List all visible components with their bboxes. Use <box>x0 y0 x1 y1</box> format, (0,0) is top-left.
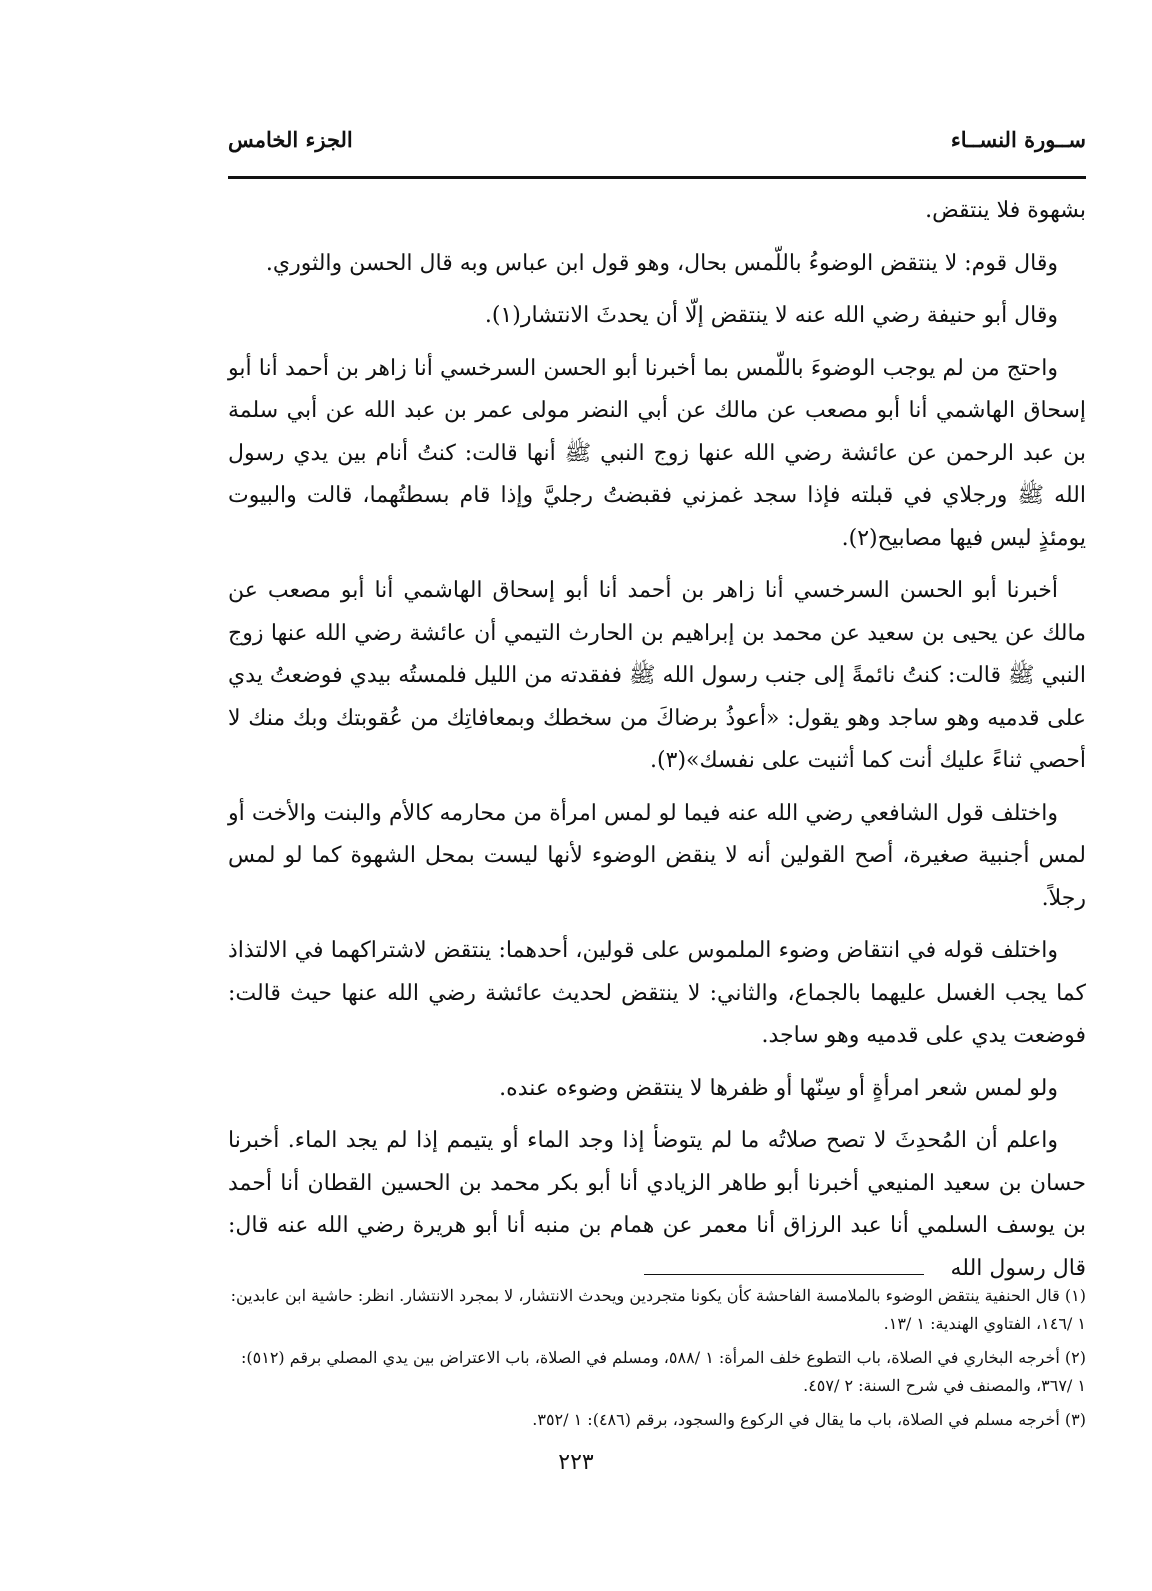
paragraph: واحتج من لم يوجب الوضوءَ باللّمس بما أخبرنا أبو الحسن السرخسي أنا زاهر بن أحمد أنا أبو إسحاق الهاشمي أنا أبو مصعب عن مالك عن أبي النضر مولى عمر بن عبد الله عن أبي سلمة بن عبد الرحمن عن عائشة رضي الله عنها زوج النبي ﷺ أنها قالت: كنتُ أنام بين يدي رسول الله ﷺ ورجلاي في قبلته فإذا سجد غمزني فقبضتُ رجليَّ وإذا قام بسطتُهما، قالت والبيوت يومئذٍ ليس فيها مصابيح(٢). <box>228 355 1086 551</box>
volume-title: الجزء الخامس <box>228 127 353 152</box>
paragraph: واعلم أن المُحدِثَ لا تصح صلاتُه ما لم يتوضأ إذا وجد الماء أو يتيمم إذا لم يجد الماء. أخبرنا حسان بن سعيد المنيعي أخبرنا أبو طاهر الزيادي أنا أبو بكر محمد بن الحسين القطان أنا أحمد بن يوسف السلمي أنا عبد الرزاق أنا معمر عن همام بن منبه أنا أبو هريرة رضي الله عنه قال: قال رسول الله <box>228 1128 1086 1281</box>
paragraph: بشهوة فلا ينتقض. <box>925 198 1086 223</box>
footnote: (١) قال الحنفية ينتقض الوضوء بالملامسة الفاحشة كأن يكونا متجردين ويحدث الانتشار، لا بمجرد الانتشار. انظر: حاشية ابن عابدين: ١ /١٤٦، الفتاوي الهندية: ١ /١٣. <box>230 1286 1086 1333</box>
running-header <box>228 112 1086 152</box>
paragraph: أخبرنا أبو الحسن السرخسي أنا زاهر بن أحمد أنا أبو إسحاق الهاشمي أنا أبو مصعب عن مالك عن يحيى بن سعيد عن محمد بن إبراهيم بن الحارث التيمي أن عائشة رضي الله عنها زوج النبي ﷺ قالت: كنتُ نائمةً إلى جنب رسول الله ﷺ ففقدته من الليل فلمستُه بيدي فوضعتُ يدي على قدميه وهو ساجد وهو يقول: «أعوذُ برضاكَ من سخطك وبمعافاتِك من عُقوبتك وبك منك لا أحصي ثناءً عليك أنت كما أثنيت على نفسك»(٣). <box>228 578 1086 773</box>
header-divider <box>228 176 1086 179</box>
paragraph: وقال قوم: لا ينتقض الوضوءُ باللّمس بحال، وهو قول ابن عباس وبه قال الحسن والثوري. <box>265 250 1058 276</box>
page-number: ٢٢٣ <box>558 1450 594 1475</box>
paragraph: واختلف قوله في انتقاض وضوء الملموس على قولين، أحدهما: ينتقض لاشتراكهما في الالتذاذ كما يجب الغسل عليهما بالجماع، والثاني: لا ينتقض لحديث عائشة رضي الله عنها حيث قالت: فوضعت يدي على قدميه وهو ساجد. <box>228 938 1086 1048</box>
footnote: (٢) أخرجه البخاري في الصلاة، باب التطوع خلف المرأة: ١ /٥٨٨، ومسلم في الصلاة، باب الاعتراض بين يدي المصلي برقم (٥١٢): ١ /٣٦٧، والمصنف في شرح السنة: ٢ /٤٥٧. <box>241 1348 1086 1395</box>
paragraph: ولو لمس شعر امرأةٍ أو سِنّها أو ظفرها لا ينتقض وضوءه عنده. <box>499 1075 1058 1101</box>
main-text <box>228 190 1086 1300</box>
footnote-divider <box>644 1274 924 1275</box>
surah-title: ســورة النســاء <box>950 127 1086 152</box>
paragraph: واختلف قول الشافعي رضي الله عنه فيما لو لمس امرأة من محارمه كالأم والبنت والأخت أو لمس أجنبية صغيرة، أصح القولين أنه لا ينقض الوضوء لأنها ليست بمحل الشهوة كما لو لمس رجلاً. <box>228 800 1086 911</box>
paragraph: وقال أبو حنيفة رضي الله عنه لا ينتقض إلّا أن يحدثَ الانتشار(١). <box>484 303 1058 328</box>
footnotes <box>228 1282 1086 1440</box>
footnote: (٣) أخرجه مسلم في الصلاة، باب ما يقال في الركوع والسجود، برقم (٤٨٦): ١ /٣٥٢. <box>532 1410 1086 1429</box>
